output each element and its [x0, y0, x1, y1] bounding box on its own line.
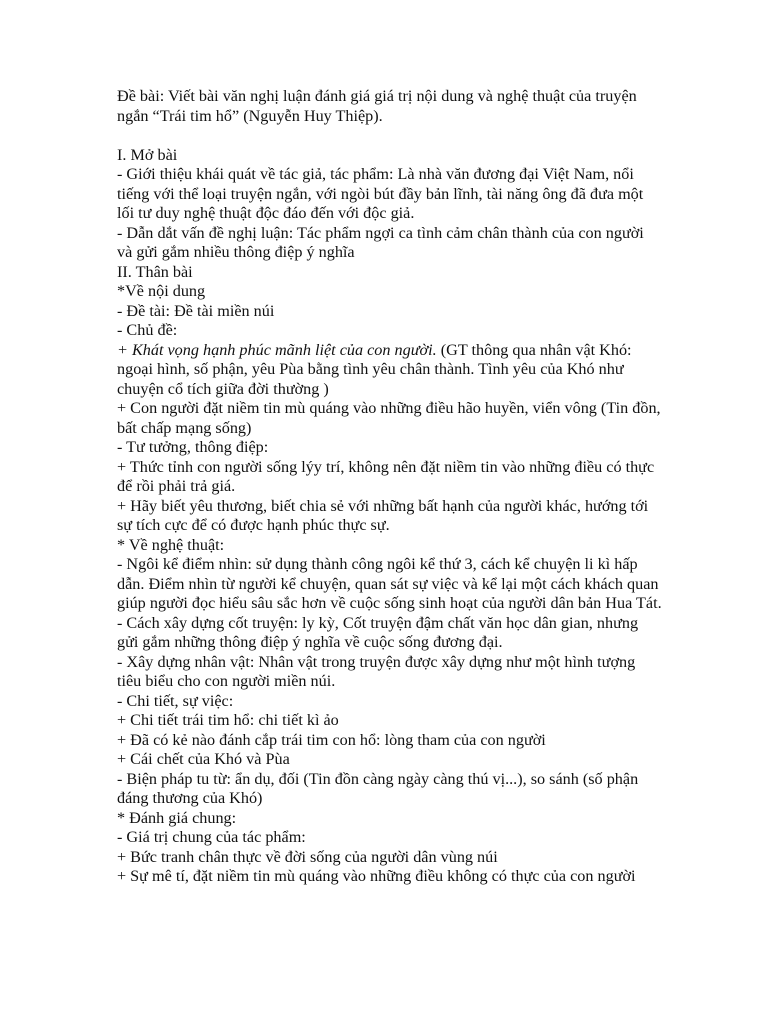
- art-point-narration: - Ngôi kể điểm nhìn: sử dụng thành công ngôi kể thứ 3, cách kể chuyện li kì hấp dẫn. Điểm nhìn từ người kể chuyện, quan sát sự việc và kể lại một cách khách quan giúp người đọc hiểu sâu sắc hơn về cuộc sống sinh hoạt của người dân bản Hua Tát.: [117, 555, 662, 612]
- message-point-1: + Thức tỉnh con người sống lýy trí, không nên đặt niềm tin vào những điều có thực để rồi phải trả giá.: [117, 457, 655, 495]
- details-point-3: + Cái chết của Khó và Pùa: [117, 750, 290, 768]
- theme-point-1-italic: + Khát vọng hạnh phúc mãnh liệt của con người.: [117, 340, 437, 359]
- details-point-1: + Chi tiết trái tim hổ: chi tiết kì ảo: [117, 711, 339, 729]
- theme-point-1: [117, 341, 663, 400]
- section-heading-body: II. Thân bài: [117, 262, 193, 281]
- theme-point-2: + Con người đặt niềm tin mù quáng vào những điều hão huyền, viển vông (Tin đồn, bất chấp mạng sống): [117, 399, 661, 437]
- topic-line: - Đề tài: Đề tài miền núi: [117, 301, 275, 320]
- art-point-plot: - Cách xây dựng cốt truyện: ly kỳ, Cốt truyện đậm chất văn học dân gian, nhưng gửi gắm những thông điệp ý nghĩa về cuộc sống đương đại.: [117, 613, 639, 651]
- evaluation-label: - Giá trị chung của tác phẩm:: [117, 828, 306, 846]
- art-point-character: - Xây dựng nhân vật: Nhân vật trong truyện được xây dựng như một hình tượng tiêu biểu cho con người miền núi.: [117, 652, 636, 690]
- theme-point-1-rest: (GT thông qua nhân vật Khó: ngoại hình, số phận, yêu Pùa bằng tình yêu chân thành. Tình yêu của Khó như chuyện cổ tích giữa đời thường ): [117, 340, 632, 398]
- evaluation-point-2: + Sự mê tí, đặt niềm tin mù quáng vào những điều không có thực của con người: [117, 867, 636, 885]
- details-label: - Chi tiết, sự việc:: [117, 691, 234, 710]
- message-point-2: + Hãy biết yêu thương, biết chia sẻ với những bất hạnh của người khác, hướng tới sự tích cực để có được hạnh phúc thực sự.: [117, 496, 649, 534]
- details-point-2: + Đã có kẻ nào đánh cắp trái tim con hổ: lòng tham của con người: [117, 730, 546, 749]
- content-heading: *Về nội dung: [117, 282, 206, 300]
- theme-label: - Chủ đề:: [117, 321, 178, 339]
- document-body: [117, 87, 663, 887]
- evaluation-point-1: + Bức tranh chân thực về đời sống của người dân vùng núi: [117, 847, 498, 866]
- intro-point-issue: - Dẫn dắt vấn đề nghị luận: Tác phẩm ngợi ca tình cảm chân thành của con người và gửi gắm nhiều thông điệp ý nghĩa: [117, 223, 644, 261]
- evaluation-heading: * Đánh giá chung:: [117, 808, 237, 827]
- section-heading-intro: I. Mở bài: [117, 145, 178, 164]
- rhetoric-line: - Biện pháp tu từ: ẩn dụ, đối (Tin đồn càng ngày càng thú vị...), so sánh (số phận đáng thương của Khó): [117, 769, 639, 807]
- art-heading: * Về nghệ thuật:: [117, 535, 225, 554]
- essay-prompt: Đề bài: Viết bài văn nghị luận đánh giá giá trị nội dung và nghệ thuật của truyện ngắn “Trái tim hổ” (Nguyễn Huy Thiệp).: [117, 87, 637, 125]
- intro-point-author: - Giới thiệu khái quát về tác giả, tác phẩm: Là nhà văn đương đại Việt Nam, nổi tiếng với thể loại truyện ngắn, với ngòi bút đầy bản lĩnh, tài năng ông đã đưa một lối tư duy nghệ thuật độc đáo đến với độc giả.: [117, 165, 644, 222]
- blank-line: [117, 126, 663, 146]
- message-label: - Tư tưởng, thông điệp:: [117, 438, 269, 456]
